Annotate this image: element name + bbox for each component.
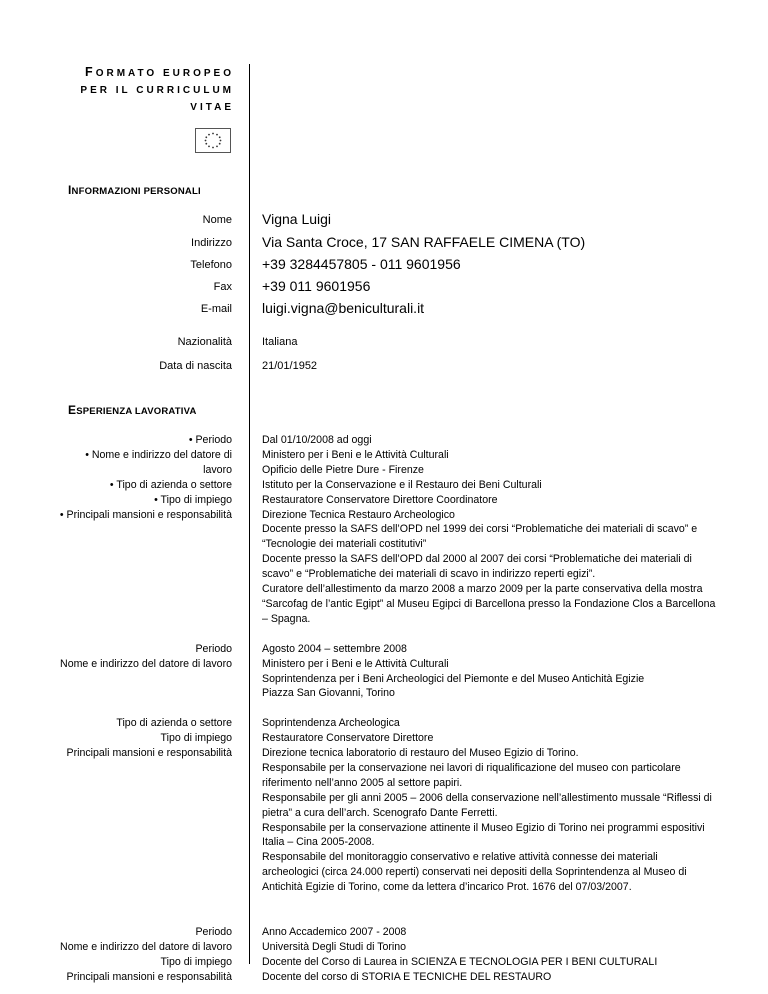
experience-label bbox=[0, 791, 232, 806]
experience-label: Principali mansioni e responsabilità bbox=[66, 970, 232, 983]
experience-value: Ministero per i Beni e le Attività Culturali bbox=[262, 657, 449, 670]
experience-value: Responsabile per la conservazione attinente il Museo Egizio di Torino nei programmi espositivi bbox=[262, 821, 705, 834]
name-label: Nome bbox=[202, 214, 232, 226]
experience-label: Periodo bbox=[195, 642, 232, 655]
experience-label bbox=[0, 701, 232, 716]
experience-value: Italia – Cina 2005-2008. bbox=[262, 836, 375, 849]
experience-label bbox=[0, 880, 232, 895]
experience-label: • Periodo bbox=[188, 434, 232, 446]
experience-value: Opificio delle Pietre Dure - Firenze bbox=[262, 463, 424, 476]
experience-value bbox=[262, 895, 732, 910]
experience-label: • Nome e indirizzo del datore di bbox=[85, 448, 232, 461]
experience-label bbox=[0, 627, 232, 642]
experience-value: Soprintendenza per i Beni Archeologici del Piemonte e del Museo Antichità Egizie bbox=[262, 672, 645, 685]
experience-label bbox=[0, 806, 232, 821]
cv-header bbox=[40, 64, 234, 116]
address-value: Via Santa Croce, 17 SAN RAFFAELE CIMENA (TO) bbox=[262, 234, 586, 250]
experience-value: “Tecnologie dei materiali costitutivi” bbox=[262, 538, 427, 551]
experience-value bbox=[262, 701, 732, 716]
personal-info-title: INFORMAZIONI PERSONALI bbox=[68, 183, 201, 197]
experience-label bbox=[0, 686, 232, 701]
experience-label: • Tipo di impiego bbox=[154, 493, 232, 506]
experience-label bbox=[0, 672, 232, 687]
experience-label bbox=[0, 821, 232, 836]
experience-value: Direzione Tecnica Restauro Archeologico bbox=[262, 508, 455, 521]
experience-value: Docente del Corso di Laurea in SCIENZA E TECNOLOGIA PER I BENI CULTURALI bbox=[262, 955, 658, 968]
experience-value: Curatore dell’allestimento da marzo 2008 a marzo 2009 per la parte conservativa della mostra bbox=[262, 583, 703, 596]
phone-label: Telefono bbox=[190, 259, 232, 271]
experience-value: Responsabile per gli anni 2005 – 2006 della conservazione nell’allestimento mussale “Riflessi di bbox=[262, 791, 712, 804]
experience-label bbox=[0, 552, 232, 567]
experience-value: Direzione tecnica laboratorio di restauro del Museo Egizio di Torino. bbox=[262, 747, 579, 760]
experience-value: Anno Accademico 2007 - 2008 bbox=[262, 925, 407, 938]
experience-label bbox=[0, 835, 232, 850]
experience-label: • Tipo di azienda o settore bbox=[109, 478, 232, 491]
experience-value: – Spagna. bbox=[262, 612, 311, 625]
experience-label bbox=[0, 522, 232, 537]
experience-value: Responsabile per la conservazione nei lavori di riqualificazione del museo con particolare bbox=[262, 761, 681, 774]
experience-label: Tipo di impiego bbox=[160, 955, 232, 968]
experience-value: Docente del corso di STORIA E TECNICHE DEL RESTAURO bbox=[262, 970, 552, 983]
experience-label bbox=[0, 761, 232, 776]
experience-label bbox=[0, 776, 232, 791]
experience-value bbox=[262, 627, 732, 642]
eu-flag-icon bbox=[195, 128, 231, 153]
birthdate-value: 21/01/1952 bbox=[262, 360, 318, 372]
experience-value: Università Degli Studi di Torino bbox=[262, 940, 407, 953]
experience-label: lavoro bbox=[203, 463, 232, 476]
experience-label: Periodo bbox=[195, 925, 232, 938]
experience-value: Docente presso la SAFS dell’OPD dal 2000 al 2007 dei corsi “Problematiche dei materiali di bbox=[262, 553, 692, 566]
experience-label: • Principali mansioni e responsabilità bbox=[59, 508, 232, 521]
experience-label bbox=[0, 895, 232, 910]
experience-value: Docente presso la SAFS dell’OPD nel 1999 dei corsi “Problematiche dei materiali di scavo” e bbox=[262, 523, 698, 536]
header-line-3: VITAE bbox=[190, 102, 234, 113]
experience-value: Istituto per la Conservazione e il Restauro dei Beni Culturali bbox=[262, 478, 542, 491]
experience-label: Nome e indirizzo del datore di lavoro bbox=[60, 657, 232, 670]
experience-label bbox=[0, 910, 232, 925]
column-divider bbox=[249, 64, 250, 964]
name-value: Vigna Luigi bbox=[262, 211, 332, 227]
nationality-label: Nazionalità bbox=[177, 336, 232, 348]
experience-labels bbox=[0, 433, 232, 985]
fax-label: Fax bbox=[213, 281, 232, 293]
experience-value: Dal 01/10/2008 ad oggi bbox=[262, 434, 372, 446]
header-line-1: FORMATO EUROPEO bbox=[85, 65, 234, 79]
experience-value: Soprintendenza Archeologica bbox=[262, 717, 400, 730]
experience-value: riferimento nell’anno 2005 al settore papiri. bbox=[262, 776, 463, 789]
experience-value: Agosto 2004 – settembre 2008 bbox=[262, 642, 407, 655]
experience-label bbox=[0, 582, 232, 597]
experience-label bbox=[0, 597, 232, 612]
experience-value: Restauratore Conservatore Direttore Coordinatore bbox=[262, 493, 498, 506]
nationality-value: Italiana bbox=[262, 336, 298, 348]
email-label: E-mail bbox=[200, 303, 232, 315]
email-value: luigi.vigna@beniculturali.it bbox=[262, 300, 425, 316]
experience-label: Nome e indirizzo del datore di lavoro bbox=[60, 940, 232, 953]
experience-label bbox=[0, 850, 232, 865]
work-experience-title: ESPERIENZA LAVORATIVA bbox=[68, 403, 197, 417]
experience-value: scavo” e “Problematiche dei materiali di scavo in indirizzo reperti egizi”. bbox=[262, 568, 596, 581]
experience-label bbox=[0, 612, 232, 627]
experience-label: Tipo di azienda o settore bbox=[116, 717, 232, 730]
experience-label: Principali mansioni e responsabilità bbox=[66, 747, 232, 760]
fax-value: +39 011 9601956 bbox=[262, 278, 371, 294]
experience-value: Restauratore Conservatore Direttore bbox=[262, 732, 434, 745]
experience-value: Antichità Egizie di Torino, come da lettera d’incarico Prot. 1676 del 07/03/2007. bbox=[262, 881, 632, 894]
experience-label bbox=[0, 865, 232, 880]
experience-label bbox=[0, 567, 232, 582]
address-label: Indirizzo bbox=[191, 237, 232, 249]
header-line-2: PER IL CURRICULUM bbox=[80, 85, 234, 96]
experience-label bbox=[0, 537, 232, 552]
phone-value: +39 3284457805 - 011 9601956 bbox=[262, 256, 461, 272]
experience-value: pietra” a cura dell’arch. Scenografo Dante Ferretti. bbox=[262, 806, 498, 819]
experience-value: Ministero per i Beni e le Attività Culturali bbox=[262, 448, 449, 461]
experience-values bbox=[262, 433, 732, 985]
experience-value: Responsabile del monitoraggio conservativo e relative attività connesse dei materiali bbox=[262, 851, 658, 864]
experience-value: “Sarcofag de l’antic Egipt” al Museu Egipci di Barcellona presso la Fondazione Clos a Barcellona bbox=[262, 597, 716, 610]
experience-value: Piazza San Giovanni, Torino bbox=[262, 687, 395, 700]
experience-value bbox=[262, 910, 732, 925]
birthdate-label: Data di nascita bbox=[159, 360, 232, 372]
experience-value: archeologici (circa 24.000 reperti) conservati nei depositi della Soprintendenza al Museo di bbox=[262, 866, 687, 879]
experience-label: Tipo di impiego bbox=[160, 732, 232, 745]
